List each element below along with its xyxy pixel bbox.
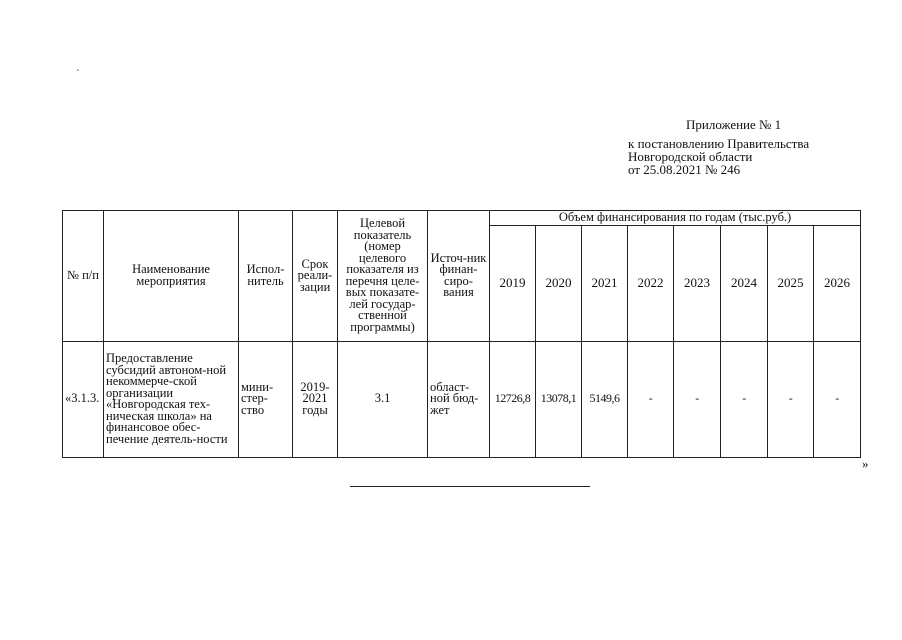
header-source: Источ-ник финан-сиро-вания	[428, 211, 490, 342]
header-year: 2024	[721, 225, 768, 341]
row-value: -	[721, 341, 768, 457]
row-source: област-ной бюд-жет	[428, 341, 490, 457]
appendix-line-3: от 25.08.2021 № 246	[628, 162, 741, 177]
header-year: 2020	[536, 225, 582, 341]
table-row	[63, 341, 861, 457]
header-num: № п/п	[63, 211, 104, 342]
row-value: -	[628, 341, 674, 457]
appendix-block	[628, 118, 809, 176]
header-target: Целевой показатель (номер целевого показателя из перечня целе-вых показате-лей государ-ственной программы)	[338, 211, 428, 342]
appendix-line-2: Новгородской области	[628, 149, 753, 164]
row-term: 2019-2021 годы	[293, 341, 338, 457]
header-year: 2022	[628, 225, 674, 341]
header-year: 2025	[768, 225, 814, 341]
header-term: Срок реали-зации	[293, 211, 338, 342]
header-year: 2019	[490, 225, 536, 341]
row-value: 13078,1	[536, 341, 582, 457]
header-funding: Объем финансирования по годам (тыс.руб.)	[490, 211, 861, 226]
scan-speck	[77, 69, 79, 71]
row-executor: мини-стер-ство	[239, 341, 293, 457]
header-year: 2026	[814, 225, 861, 341]
funding-table	[62, 210, 861, 458]
appendix-line-1: к постановлению Правительства	[628, 136, 810, 151]
row-name: Предоставление субсидий автоном-ной некоммерче-ской организации «Новгородская тех-ническая школа» на финансовое обес-печение деятель-ности	[104, 341, 239, 457]
row-value: -	[768, 341, 814, 457]
row-value: -	[674, 341, 721, 457]
separator-line	[350, 486, 590, 487]
appendix-title: Приложение № 1	[686, 117, 782, 132]
row-value: 12726,8	[490, 341, 536, 457]
row-value: -	[814, 341, 861, 457]
row-num: «3.1.3.	[63, 341, 104, 457]
header-name: Наименование мероприятия	[104, 211, 239, 342]
closing-quote: »	[862, 456, 869, 471]
header-year: 2023	[674, 225, 721, 341]
row-value: 5149,6	[582, 341, 628, 457]
header-executor: Испол-нитель	[239, 211, 293, 342]
row-target: 3.1	[338, 341, 428, 457]
header-year: 2021	[582, 225, 628, 341]
